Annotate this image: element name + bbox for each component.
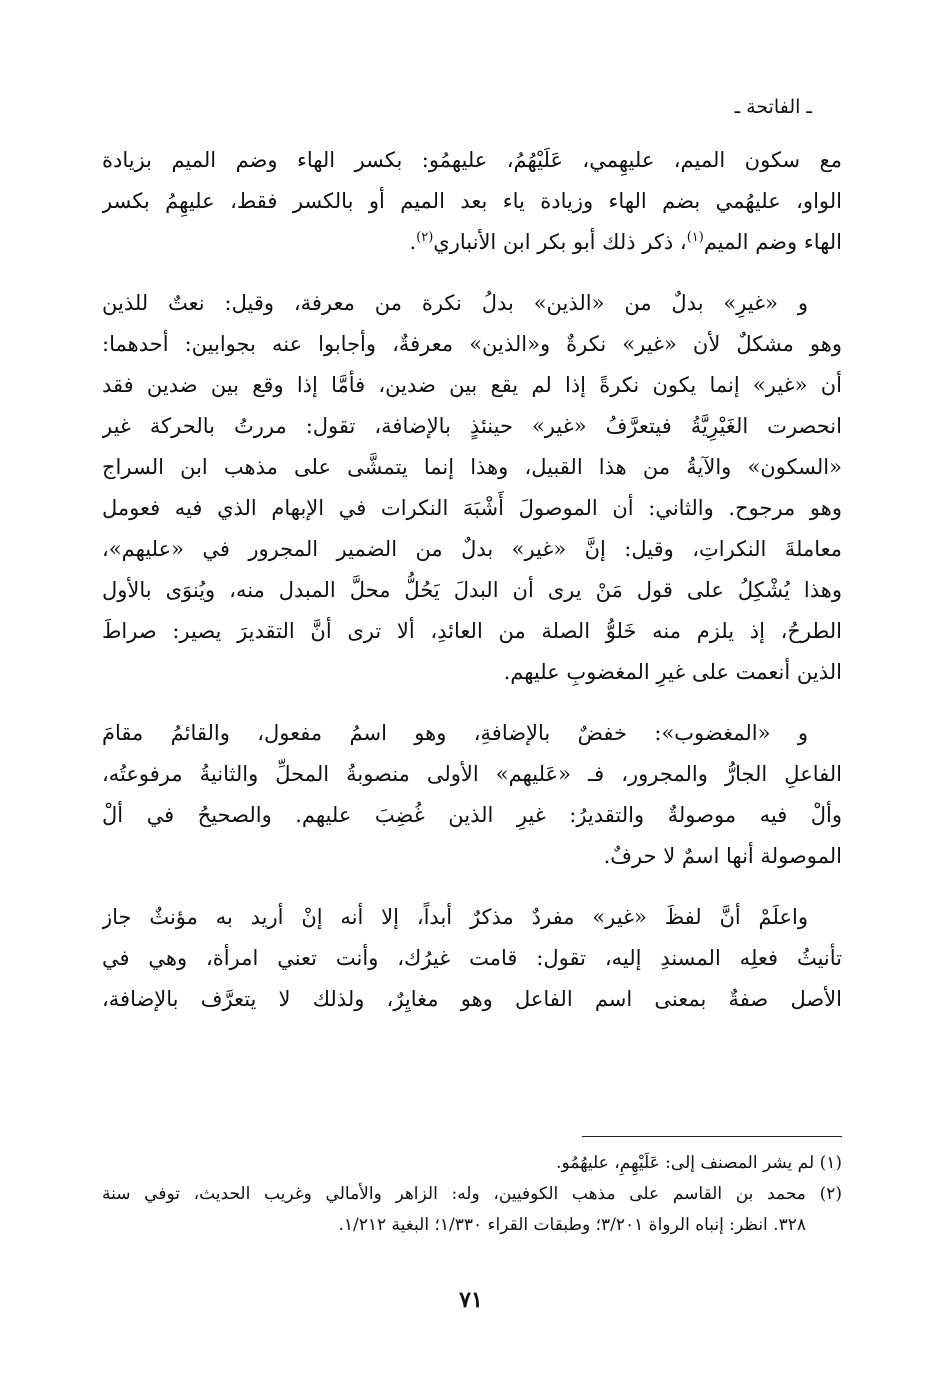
footnote-number: (٢) xyxy=(819,1184,842,1204)
text-line: الفاعلِ الجارُّ والمجرور، فـ «عَليهم» الأولى منصوبةُ المحلِّ والثانيةُ مرفوعتُه، xyxy=(102,762,842,786)
text-segment: الهاء وضم الميم xyxy=(703,230,842,254)
paragraph xyxy=(102,713,842,877)
text-segment: ، ذكر ذلك أبو بكر ابن الأنباري xyxy=(433,230,687,254)
text-line: وهو مشكلٌ لأن «غير» نكرةٌ و«الذين» معرفةٌ، وأجابوا عنه بجوابين: أحدهما: xyxy=(102,332,842,356)
text-line: و «المغضوب»: خفضٌ بالإضافةِ، وهو اسمُ مفعول، والقائمُ مقامَ xyxy=(102,721,808,745)
text-line xyxy=(102,222,842,263)
text-line: وهو مرجوح. والثاني: أن الموصولَ أَشْبَهَ النكرات في الإبهام الذي فيه فعومل xyxy=(102,496,842,520)
footnote-text: لم يشر المصنف إلى: عَلَيْهِمِ، عليهُمُو. xyxy=(556,1153,815,1173)
text-line: تأنيثُ فعلِه المسندِ إليه، تقول: قامت غيرُك، وأنت تعني امرأة، وهي في xyxy=(102,946,842,970)
text-line: مع سكون الميم، عليهِمي، عَلَيْهُمُ، عليهمُو: بكسر الهاء وضم الميم بزيادة xyxy=(102,148,842,172)
text-line: أن «غير» إنما يكون نكرةً إذا لم يقع بين ضدين، فأمَّا إذا وقع بين ضدين فقد xyxy=(102,373,842,397)
text-line: و «غيرِ» بدلٌ من «الذين» بدلُ نكرة من معرفة، وقيل: نعتٌ للذين xyxy=(102,291,808,315)
text-line: وألْ فيه موصولةٌ والتقديرُ: غيرِ الذين غُضِبَ عليهم. والصحيحُ في ألْ xyxy=(102,803,842,827)
main-text xyxy=(102,140,842,1040)
text-line: «السكون» والآيةُ من هذا القبيل، وهذا إنما يتمشَّى على مذهب ابن السراج xyxy=(102,455,842,479)
paragraph xyxy=(102,283,842,693)
footnote xyxy=(102,1179,842,1210)
text-segment: . xyxy=(409,230,417,254)
text-line: الذين أنعمت على غيرِ المغضوبِ عليهم. xyxy=(503,660,842,684)
text-line: الطرحُ، إذ يلزم منه خَلوُّ الصلة من العائدِ، ألا ترى أنَّ التقديرَ يصير: صراطَ xyxy=(102,619,842,643)
footnote-text: محمد بن القاسم على مذهب الكوفيين، وله: الزاهر والأمالي وغريب الحديث، توفي سنة xyxy=(102,1184,806,1204)
paragraph xyxy=(102,897,842,1020)
text-line: الواو، عليهُمي بضم الهاء وزيادة ياء بعد الميم أو بالكسر فقط، عليهِمُ بكسر xyxy=(102,189,842,213)
footnotes xyxy=(102,1148,842,1241)
text-line: معاملةَ النكراتِ، وقيل: إنَّ «غير» بدلٌ من الضمير المجرور في «عليهم»، xyxy=(102,537,842,561)
text-line: الأصل صفةٌ بمعنى اسم الفاعل وهو مغايِرٌ، ولذلك لا يتعرَّف بالإضافة، xyxy=(102,987,842,1011)
footnote-separator xyxy=(582,1136,842,1137)
running-head: ـ الفاتحة ـ xyxy=(734,96,812,118)
text-line: الموصولة أنها اسمٌ لا حرفٌ. xyxy=(603,844,842,868)
text-line: وهذا يُشْكِلُ على قول مَنْ يرى أن البدلَ يَحُلُّ محلَّ المبدل منه، ويُنوَى بالأول xyxy=(102,578,842,602)
footnote-ref[interactable]: (٢) xyxy=(416,230,434,245)
footnote-continuation: ٣٢٨. انظر: إنباه الرواة ٣/٢٠١؛ وطبقات القراء ١/٣٣٠؛ البغية ١/٢١٢. xyxy=(338,1215,806,1235)
footnote xyxy=(102,1148,842,1179)
footnote-ref[interactable]: (١) xyxy=(686,230,704,245)
paragraph xyxy=(102,140,842,263)
footnote-number: (١) xyxy=(819,1153,842,1173)
page-number: ٧١ xyxy=(459,1287,483,1313)
text-line: واعلَمْ أنَّ لفظَ «غير» مفردٌ مذكرٌ أبداً، إلا أنه إنْ أريد به مؤنثٌ جاز xyxy=(102,905,808,929)
text-line: انحصرت الغَيْرِيَّةُ فيتعرَّفُ «غير» حينئذٍ بالإضافة، تقول: مررتُ بالحركة غير xyxy=(102,414,842,438)
